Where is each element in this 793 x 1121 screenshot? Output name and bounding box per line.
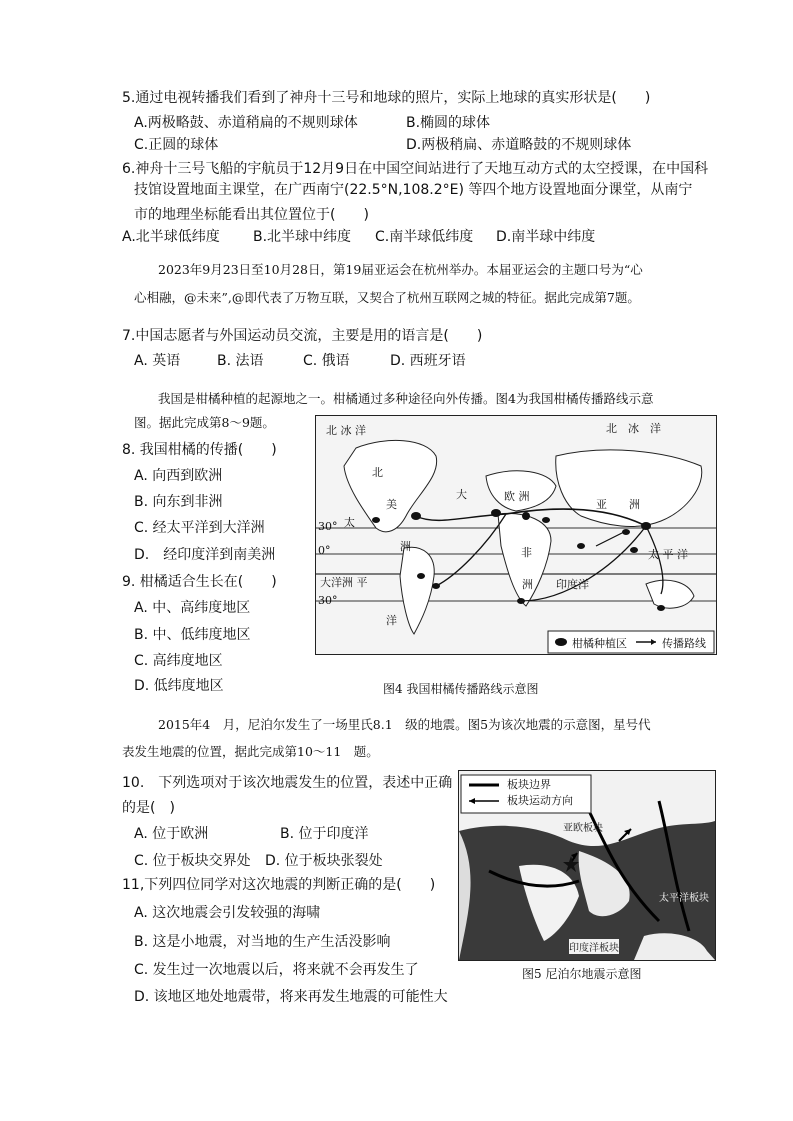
q6-stem-line-2: 技馆设置地面主课堂，在广西南宁(22.5°N,108.2°E) 等四个地方设置地面分课堂，从南宁 [134, 182, 693, 198]
fig4-label-pacific: 太 平 洋 [648, 548, 688, 561]
passage-citrus-line-1: 我国是柑橘种植的起源地之一。柑橘通过多种途径向外传播。图4为我国柑橘传播路线示意 [158, 391, 654, 406]
fig4-label-yang: 洋 [386, 614, 397, 627]
figure-4-caption: 图4 我国柑橘传播路线示意图 [383, 682, 539, 696]
fig4-label-arctic-left: 北 冰 洋 [326, 424, 366, 437]
q9-option-d: D. 低纬度地区 [134, 678, 224, 694]
passage-asian-games-line-1: 2023年9月23日至10月28日，第19届亚运会在杭州举办。本届亚运会的主题口号为“心 [158, 262, 643, 277]
q9-stem: 9. 柑橘适合生长在( ) [122, 574, 277, 590]
fig4-label-indian: 印度洋 [556, 578, 589, 591]
q7-option-c: C. 俄语 [303, 353, 350, 369]
fig4-legend-area: 柑橘种植区 [572, 637, 627, 650]
q11-stem: 11,下列四位同学对这次地震的判断正确的是( ) [122, 877, 436, 893]
world-map-graphic [316, 416, 716, 654]
fig5-legend-motion: 板块运动方向 [507, 794, 573, 807]
q11-option-c: C. 发生过一次地震以后，将来就不会再发生了 [134, 962, 419, 978]
fig4-label-asia: 亚 洲 [596, 498, 640, 511]
q6-option-a: A.北半球低纬度 [122, 229, 220, 245]
fig4-label-bei: 北 [372, 466, 383, 479]
q7-stem: 7.中国志愿者与外国运动员交流，主要是用的语言是( ) [122, 328, 483, 344]
q10-stem-line-1: 10. 下列选项对于该次地震发生的位置，表述中正确 [122, 775, 453, 791]
passage-citrus-line-2: 图。据此完成第8～9题。 [134, 415, 275, 430]
q8-option-d: D. 经印度洋到南美洲 [134, 547, 276, 563]
q7-option-a: A. 英语 [134, 353, 181, 369]
q11-option-a: A. 这次地震会引发较强的海啸 [134, 905, 321, 921]
q5-option-c: C.正圆的球体 [134, 137, 219, 153]
fig4-label-mei: 美 [386, 498, 397, 511]
figure-5-caption: 图5 尼泊尔地震示意图 [522, 967, 642, 981]
fig5-label-eurasian: 亚欧板块 [563, 823, 603, 834]
fig5-legend-boundary: 板块边界 [507, 778, 551, 791]
q8-option-c: C. 经太平洋到大洋洲 [134, 520, 265, 536]
q8-option-a: A. 向西到欧洲 [134, 468, 223, 484]
passage-asian-games-line-2: 心相融，@未来”,@即代表了万物互联，又契合了杭州互联网之城的特征。据此完成第7题。 [134, 290, 640, 305]
plate-map-graphic [459, 771, 715, 960]
fig4-label-da: 大 [456, 488, 467, 501]
fig4-label-tai: 太 [344, 516, 355, 529]
fig4-label-lat30s: 30° [318, 594, 338, 607]
q11-option-b: B. 这是小地震，对当地的生产生活没影响 [134, 934, 391, 950]
q6-option-c: C.南半球低纬度 [375, 229, 474, 245]
q8-option-b: B. 向东到非洲 [134, 494, 223, 510]
q10-option-a: A. 位于欧洲 [134, 826, 209, 842]
fig4-label-atlantic: 大洋洲 平 [320, 576, 368, 589]
q9-option-a: A. 中、高纬度地区 [134, 600, 251, 616]
q6-option-d: D.南半球中纬度 [496, 229, 596, 245]
q5-option-d: D.两极稍扁、赤道略鼓的不规则球体 [406, 137, 632, 153]
q6-stem-line-1: 6.神舟十三号飞船的宇航员于12月9日在中国空间站进行了天地互动方式的太空授课，在中国科 [122, 161, 709, 177]
q5-stem: 5.通过电视转播我们看到了神舟十三号和地球的照片，实际上地球的真实形状是( ) [122, 90, 651, 106]
q11-option-d: D. 该地区地处地震带，将来再发生地震的可能性大 [134, 989, 448, 1005]
q10-option-d: D. 位于板块张裂处 [265, 853, 383, 869]
q9-option-c: C. 高纬度地区 [134, 653, 223, 669]
q6-option-b: B.北半球中纬度 [253, 229, 352, 245]
figure-5-map [458, 770, 716, 961]
fig4-label-europe: 欧 洲 [504, 490, 530, 503]
q7-option-d: D. 西班牙语 [390, 353, 466, 369]
fig4-label-zhou2: 洲 [522, 578, 533, 591]
passage-nepal-line-1: 2015年4 月，尼泊尔发生了一场里氏8.1 级的地震。图5为该次地震的示意图，星号代 [158, 717, 651, 732]
q5-option-b: B.椭圆的球体 [406, 115, 491, 131]
q10-option-c: C. 位于板块交界处 [134, 853, 251, 869]
q8-stem: 8. 我国柑橘的传播( ) [122, 442, 277, 458]
q9-option-b: B. 中、低纬度地区 [134, 627, 251, 643]
q7-option-b: B. 法语 [217, 353, 264, 369]
q5-option-a: A.两极略鼓、赤道稍扁的不规则球体 [134, 115, 358, 131]
fig4-label-lat30n: 30° [318, 520, 338, 533]
q10-stem-line-2: 的是( ) [122, 800, 175, 816]
fig4-label-lat0: 0° [318, 544, 331, 557]
fig5-label-indian: 印度洋板块 [569, 939, 619, 954]
fig4-label-fei: 非 [521, 546, 532, 559]
q6-stem-line-3: 市的地理坐标能看出其位置位于( ) [134, 207, 369, 223]
q10-option-b: B. 位于印度洋 [280, 826, 369, 842]
figure-4-map [315, 415, 717, 655]
passage-nepal-line-2: 表发生地震的位置，据此完成第10～11 题。 [122, 744, 379, 759]
fig4-label-zhou: 洲 [400, 540, 411, 553]
fig4-legend-route: 传播路线 [662, 637, 706, 650]
fig5-label-pacific: 太平洋板块 [659, 893, 709, 904]
fig4-label-arctic-right: 北 冰 洋 [606, 422, 661, 435]
